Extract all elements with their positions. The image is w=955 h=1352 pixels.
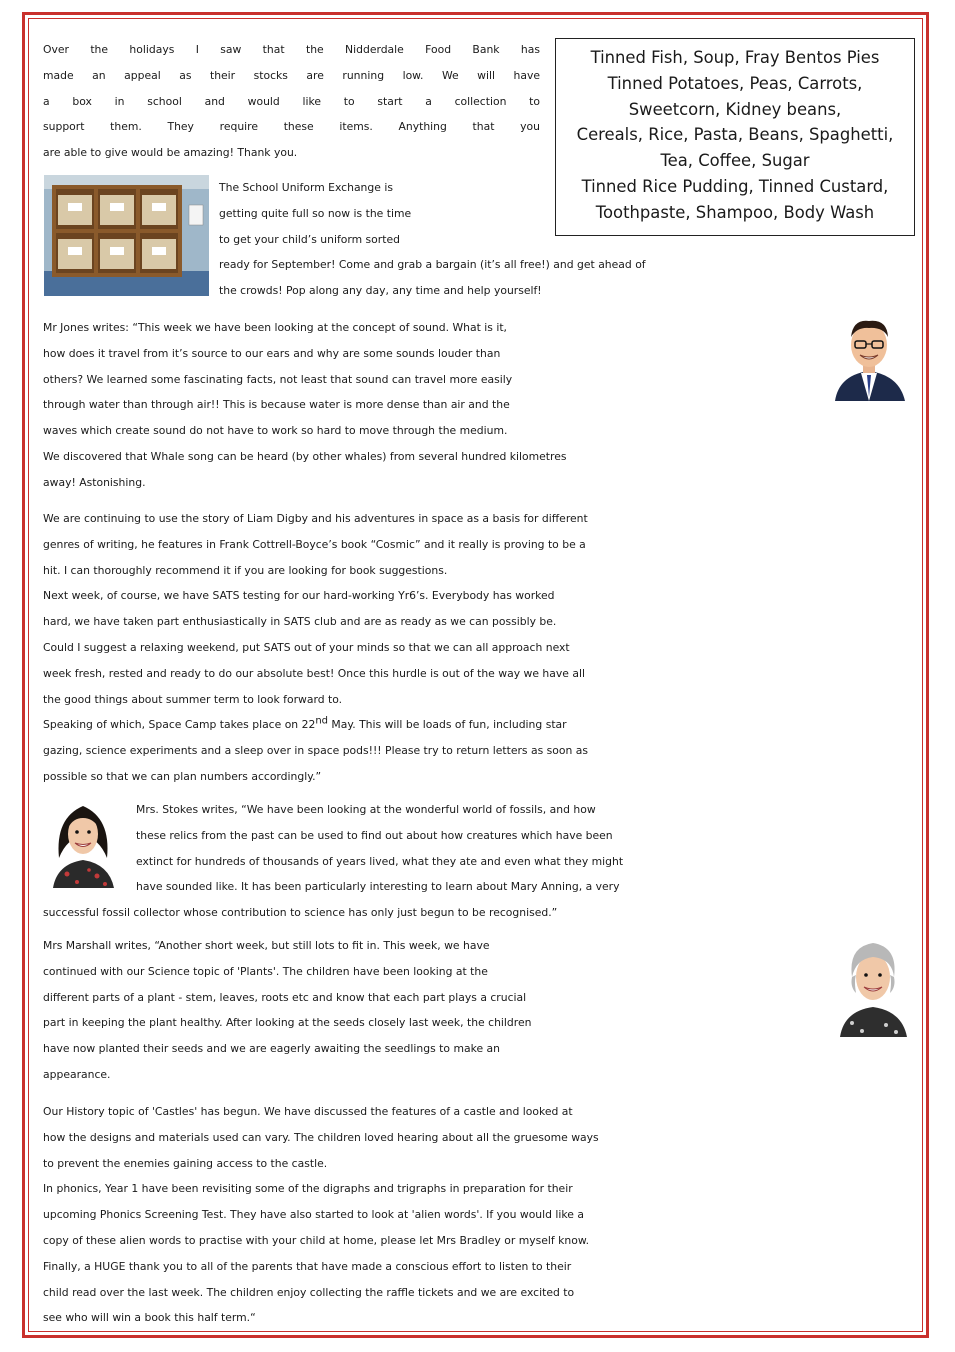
text-line: Our History topic of 'Castles' has begun. We have discussed the features of a castle and looked at	[43, 1105, 573, 1118]
list-item: Tinned Potatoes, Peas, Carrots,	[607, 73, 863, 93]
text-line: through water than through air!! This is because water is more dense than air and the	[43, 398, 510, 412]
list-item: Tea, Coffee, Sugar	[660, 151, 810, 171]
text-line: We discovered that Whale song can be heard (by other whales) from several hundred kilometres	[43, 449, 567, 463]
text-line: In phonics, Year 1 have been revisiting some of the digraphs and trigraphs in preparation for their	[43, 1182, 573, 1196]
uniform-exchange-paragraph	[219, 175, 899, 304]
text-line: child read over the last week. The children enjoy collecting the raffle tickets and we are excited to	[43, 1285, 575, 1299]
text-line: upcoming Phonics Screening Test. They have also started to look at 'alien words'. If you would like a	[43, 1208, 584, 1222]
mrs-stokes-paragraph	[136, 797, 916, 900]
list-item: Toothpaste, Shampoo, Body Wash	[595, 202, 875, 222]
text-line: different parts of a plant - stem, leaves, roots etc and know that each part plays a crucial	[43, 990, 527, 1004]
text-line: made an appeal as their stocks are running low. We will have	[43, 68, 540, 82]
space-camp-text: May. This will be loads of fun, including star	[328, 718, 567, 732]
text-line: gazing, science experiments and a sleep over in space pods!!! Please try to return letters as soon as	[43, 744, 589, 758]
text-line: The School Uniform Exchange is	[219, 181, 393, 194]
text-line: hit. I can thoroughly recommend it if you are looking for book suggestions.	[43, 563, 448, 577]
text-line: genres of writing, he features in Frank Cottrell-Boyce’s book “Cosmic” and it really is proving to be a	[43, 537, 586, 551]
space-camp-text: Speaking of which, Space Camp takes place on 22	[43, 718, 316, 732]
uniform-shelves-photo	[44, 175, 209, 296]
text-line: a box in school and would like to start a collection to	[43, 94, 540, 108]
text-line: see who will win a book this half term.“	[43, 1311, 256, 1325]
mrs-marshall-paragraph-2	[43, 1099, 909, 1331]
text-line: Mr Jones writes: “This week we have been looking at the concept of sound. What is it,	[43, 321, 507, 334]
text-line: continued with our Science topic of 'Plants'. The children have been looking at the	[43, 964, 488, 978]
text-line: appearance.	[43, 1067, 111, 1081]
text-line: to get your child’s uniform sorted	[219, 232, 400, 246]
text-line: support them. They require these items. Anything that you	[43, 120, 540, 134]
text-line: the crowds! Pop along any day, any time and help yourself!	[219, 284, 542, 298]
text-line: ready for September! Come and grab a bargain (it’s all free!) and get ahead of	[219, 258, 646, 272]
text-line: Could I suggest a relaxing weekend, put SATS out of your minds so that we can all approach next	[43, 640, 570, 654]
text-line: possible so that we can plan numbers accordingly.”	[43, 769, 322, 783]
mrs-stokes-paragraph-end	[43, 900, 913, 926]
text-line: away! Astonishing.	[43, 475, 146, 489]
mr-jones-paragraph	[43, 315, 903, 496]
text-line: Over the holidays I saw that the Nidderdale Food Bank has	[43, 43, 540, 56]
text-line: hard, we have taken part enthusiastically in SATS club and are as ready as we can possibly be.	[43, 615, 557, 629]
text-line: have now planted their seeds and we are eagerly awaiting the seedlings to make an	[43, 1042, 500, 1056]
text-line: waves which create sound do not have to work so hard to move through the medium.	[43, 424, 508, 438]
text-line: how the designs and materials used can vary. The children loved hearing about all the gruesome ways	[43, 1130, 599, 1144]
text-line: part in keeping the plant healthy. After looking at the seeds closely last week, the children	[43, 1016, 532, 1030]
text-line: are able to give would be amazing! Thank you.	[43, 146, 298, 160]
mr-jones-paragraph-2	[43, 506, 909, 790]
text-line: week fresh, rested and ready to do our absolute best! Once this hurdle is out of the way we have all	[43, 666, 585, 680]
mrs-marshall-avatar	[836, 937, 911, 1037]
mrs-stokes-avatar	[49, 798, 118, 888]
text-line: getting quite full so now is the time	[219, 206, 412, 220]
list-item: Tinned Fish, Soup, Fray Bentos Pies	[590, 48, 880, 67]
text-line: to prevent the enemies gaining access to the castle.	[43, 1156, 328, 1170]
mrs-marshall-paragraph	[43, 933, 833, 1088]
food-bank-paragraph	[43, 37, 540, 166]
text-line: Next week, of course, we have SATS testing for our hard-working Yr6’s. Everybody has worked	[43, 589, 555, 603]
text-line: Mrs. Stokes writes, “We have been looking at the wonderful world of fossils, and how	[136, 803, 596, 816]
text-line: these relics from the past can be used to find out about how creatures which have been	[136, 828, 613, 842]
text-line: how does it travel from it’s source to our ears and why are some sounds louder than	[43, 346, 501, 360]
text-line: extinct for hundreds of thousands of years lived, what they ate and even what they might	[136, 854, 624, 868]
list-item: Sweetcorn, Kidney beans,	[628, 99, 842, 119]
text-line: copy of these alien words to practise with your child at home, please let Mrs Bradley or myself know.	[43, 1233, 590, 1247]
text-line: have sounded like. It has been particularly interesting to learn about Mary Anning, a very	[136, 880, 620, 894]
text-line: successful fossil collector whose contribution to science has only just begun to be recognised.”	[43, 906, 558, 919]
text-line: the good things about summer term to look forward to.	[43, 692, 343, 706]
list-item: Cereals, Rice, Pasta, Beans, Spaghetti,	[576, 125, 894, 145]
text-line: We are continuing to use the story of Liam Digby and his adventures in space as a basis for different	[43, 512, 588, 525]
text-line: Finally, a HUGE thank you to all of the parents that have made a conscious effort to listen to their	[43, 1259, 572, 1273]
list-item: Tinned Rice Pudding, Tinned Custard,	[581, 176, 889, 196]
ordinal-suffix: nd	[315, 715, 328, 727]
text-line: Mrs Marshall writes, “Another short week, but still lots to fit in. This week, we have	[43, 939, 490, 952]
text-line	[43, 712, 909, 738]
text-line: others? We learned some fascinating facts, not least that sound can travel more easily	[43, 372, 513, 386]
